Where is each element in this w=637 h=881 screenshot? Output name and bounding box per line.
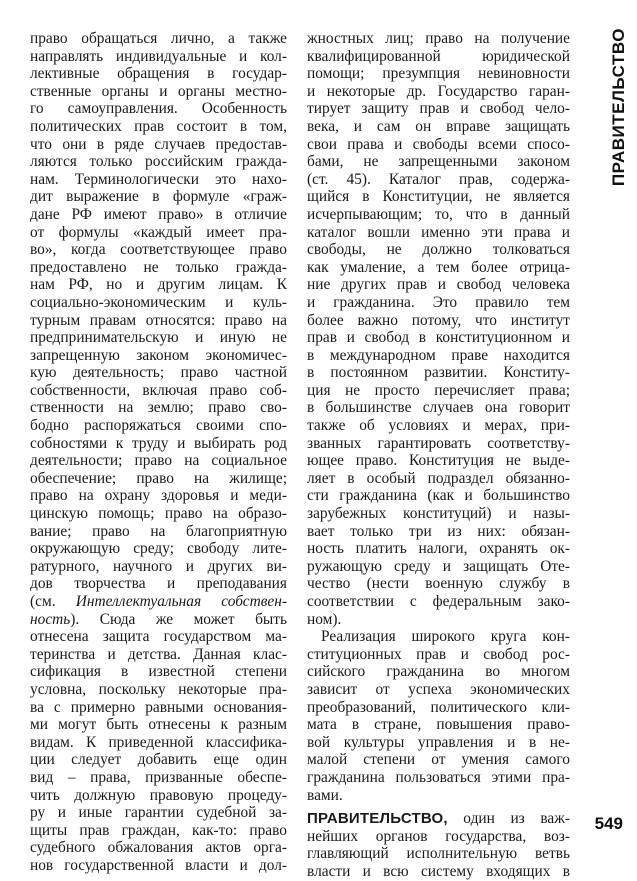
text-line: деятельности; право на социальное <box>30 452 287 470</box>
text-line: кую деятельность; право частной <box>30 364 287 382</box>
text-line: сийского гражданина во многом <box>307 663 570 681</box>
text-line: исчерпывающим; то, что в данный <box>307 205 570 223</box>
text-line: и некоторые др. Государство гаран- <box>307 82 570 100</box>
text-line: видам. К приведенной классифика- <box>30 733 287 751</box>
text-line: зарубежных конституций) и назы- <box>307 505 570 523</box>
text-line: вой культуры управления и в не- <box>307 733 570 751</box>
text-line: отнесена защита государством ма- <box>30 628 287 646</box>
entry-first-line <box>307 810 570 828</box>
text-line: жностных лиц; право на получение <box>307 30 570 47</box>
text-line: квалифицированной юридической <box>307 47 570 65</box>
text-line: собственности, включая право соб- <box>30 381 287 399</box>
text-line: сти гражданина (как и большинство <box>307 487 570 505</box>
text-line: власти и всю систему входящих в <box>307 862 570 880</box>
text-line: соответствии с федеральным зако- <box>307 593 570 610</box>
text-line: более важно потому, что институт <box>307 311 570 329</box>
text-line: каталог вошли именно эти права и <box>307 223 570 241</box>
text-line: малой степени от умения самого <box>307 751 570 769</box>
text-line: мата в стране, повышения право- <box>307 716 570 734</box>
text-line: зависит от успеха экономических <box>307 680 570 698</box>
text-line: вание; право на благоприятную <box>30 522 287 540</box>
right-paragraph-1 <box>307 30 570 628</box>
text-line: собностями к труду и выбирать род <box>30 434 287 452</box>
text-line: вами. <box>307 786 343 804</box>
text-line: бами, не запрещенными законом <box>307 153 570 171</box>
text-line: и гражданина. Это правило тем <box>307 293 570 311</box>
text-line: ственные органы и органы местно- <box>30 82 287 100</box>
text-line: обеспечение; право на жилище; <box>30 469 287 487</box>
entry-headword: ПРАВИТЕЛЬСТВО, <box>307 810 448 828</box>
text-line: Реализация широкого круга кон- <box>321 628 570 646</box>
text-line: судебного обжалования актов орга- <box>30 839 287 857</box>
text-fragment: ). Сюда же может быть <box>70 610 287 628</box>
text-line: сификация в известной степени <box>30 663 287 681</box>
text-line: лективные обращения в государ- <box>30 65 287 83</box>
text-line: как умаление, а тем более отрица- <box>307 258 570 276</box>
text-line: свои права и свободы всеми спосо- <box>307 135 570 153</box>
text-line: во», когда соответствующее право <box>30 241 287 259</box>
text-line: в постоянном развитии. Конститу- <box>307 364 570 382</box>
text-line: го самоуправления. Особенность <box>30 100 287 118</box>
text-line: гражданина пользоваться этими пра- <box>307 768 570 786</box>
text-line: тирует защиту прав и свобод чело- <box>307 100 570 118</box>
text-line: щиты прав граждан, как-то: право <box>30 821 287 839</box>
text-line: (ст. 45). Каталог прав, содержа- <box>307 170 570 188</box>
text-line: ми могут быть отнесены к разным <box>30 716 287 734</box>
text-line: нам РФ, но и другим лицам. К <box>30 276 287 294</box>
text-line: званных гарантировать соответству- <box>307 434 570 452</box>
text-line: нов государственной власти и дол- <box>30 856 287 874</box>
text-line: право на охрану здоровья и меди- <box>30 487 287 505</box>
text-line: ляет в особый подраздел обязанно- <box>307 469 570 487</box>
text-line: прав и свобод в конституционном и <box>307 329 570 347</box>
text-line: запрещенную законом экономичес- <box>30 346 287 364</box>
text-line: политических прав состоит в том, <box>30 117 287 135</box>
text-line: условна, поскольку некоторые пра- <box>30 680 287 698</box>
text-line: предпринимательскую и иную не <box>30 329 287 347</box>
text-line: дит выражение в формуле «граж- <box>30 188 287 206</box>
text-line: также об условиях и мерах, при- <box>307 417 570 435</box>
text-line: право обращаться лично, а также <box>30 30 287 47</box>
text-line: нам. Терминологически это нахо- <box>30 170 287 188</box>
text-line: ституционных прав и свобод рос- <box>307 645 570 663</box>
text-line: щийся в Конституции, не является <box>307 188 570 206</box>
text-line: дане РФ имеют право» в отличие <box>30 205 287 223</box>
text-line: ющее право. Конституция не выде- <box>307 452 570 470</box>
text-line: ру и иные гарантии судебной за- <box>30 804 287 822</box>
text-line: нейших органов государства, воз- <box>307 827 570 845</box>
text-line: цинскую помощь; право на образо- <box>30 505 287 523</box>
text-line: века, и сам он вправе защищать <box>307 117 570 135</box>
text-line: окружающую среду; свободу лите- <box>30 540 287 558</box>
cross-reference-end[interactable]: ность <box>30 610 71 628</box>
text-line: свободы, не должно толковаться <box>307 241 570 259</box>
text-line: направлять индивидуальные и кол- <box>30 47 287 65</box>
text-line: вид – права, призванные обеспе- <box>30 768 287 786</box>
text-line <box>30 611 287 629</box>
text-line: вает только три из них: обязан- <box>307 522 570 540</box>
text-fragment: (см. <box>30 593 76 610</box>
text-line: что они в ряде случаев предостав- <box>30 135 287 153</box>
text-line: ратурного, научного и других ви- <box>30 557 287 575</box>
text-line: ние других прав и свобод человека <box>307 276 570 294</box>
text-line: турным правам относятся: право на <box>30 311 287 329</box>
text-line: ции следует добавить еще один <box>30 751 287 769</box>
text-line: предоставлено не только гражда- <box>30 258 287 276</box>
text-line: теринства и детства. Данная клас- <box>30 645 287 663</box>
text-line: ва с примерно равными основания- <box>30 698 287 716</box>
text-line: ляются только российским гражда- <box>30 153 287 171</box>
text-line: социально-экономическим и куль- <box>30 293 287 311</box>
text-line: преобразований, политического кли- <box>307 698 570 716</box>
left-column <box>30 30 287 875</box>
text-line: в международном праве находится <box>307 346 570 364</box>
text-line: ружающую среду и защищать Оте- <box>307 557 570 575</box>
cross-reference[interactable]: Интеллектуальная собствен- <box>75 593 287 610</box>
text-line: главляющий исполнительную ветвь <box>307 845 570 863</box>
entry-first-line-rest: один из важ- <box>447 810 570 828</box>
running-head: ПРАВИТЕЛЬСТВО <box>609 28 628 187</box>
right-paragraph-2 <box>307 628 570 804</box>
text-line: в большинстве случаев она говорит <box>307 399 570 417</box>
page-number: 549 <box>594 814 623 833</box>
text-line: дов творчества и преподавания <box>30 575 287 593</box>
entry-text <box>307 828 570 881</box>
right-column <box>307 30 570 881</box>
text-line: чество (нести военную службу в <box>307 575 570 593</box>
text-line: ственности на землю; право сво- <box>30 399 287 417</box>
text-line: от формулы «каждый имеет пра- <box>30 223 287 241</box>
text-line: ном). <box>307 610 342 628</box>
text-line <box>30 593 287 611</box>
text-line: чить должную правовую процеду- <box>30 786 287 804</box>
text-line: ность платить налоги, охранять ок- <box>307 540 570 558</box>
text-line: бодно распоряжаться своими спо- <box>30 417 287 435</box>
text-line: ция не просто перечисляет права; <box>307 381 570 399</box>
text-line: помощи; презумпция невиновности <box>307 65 570 83</box>
